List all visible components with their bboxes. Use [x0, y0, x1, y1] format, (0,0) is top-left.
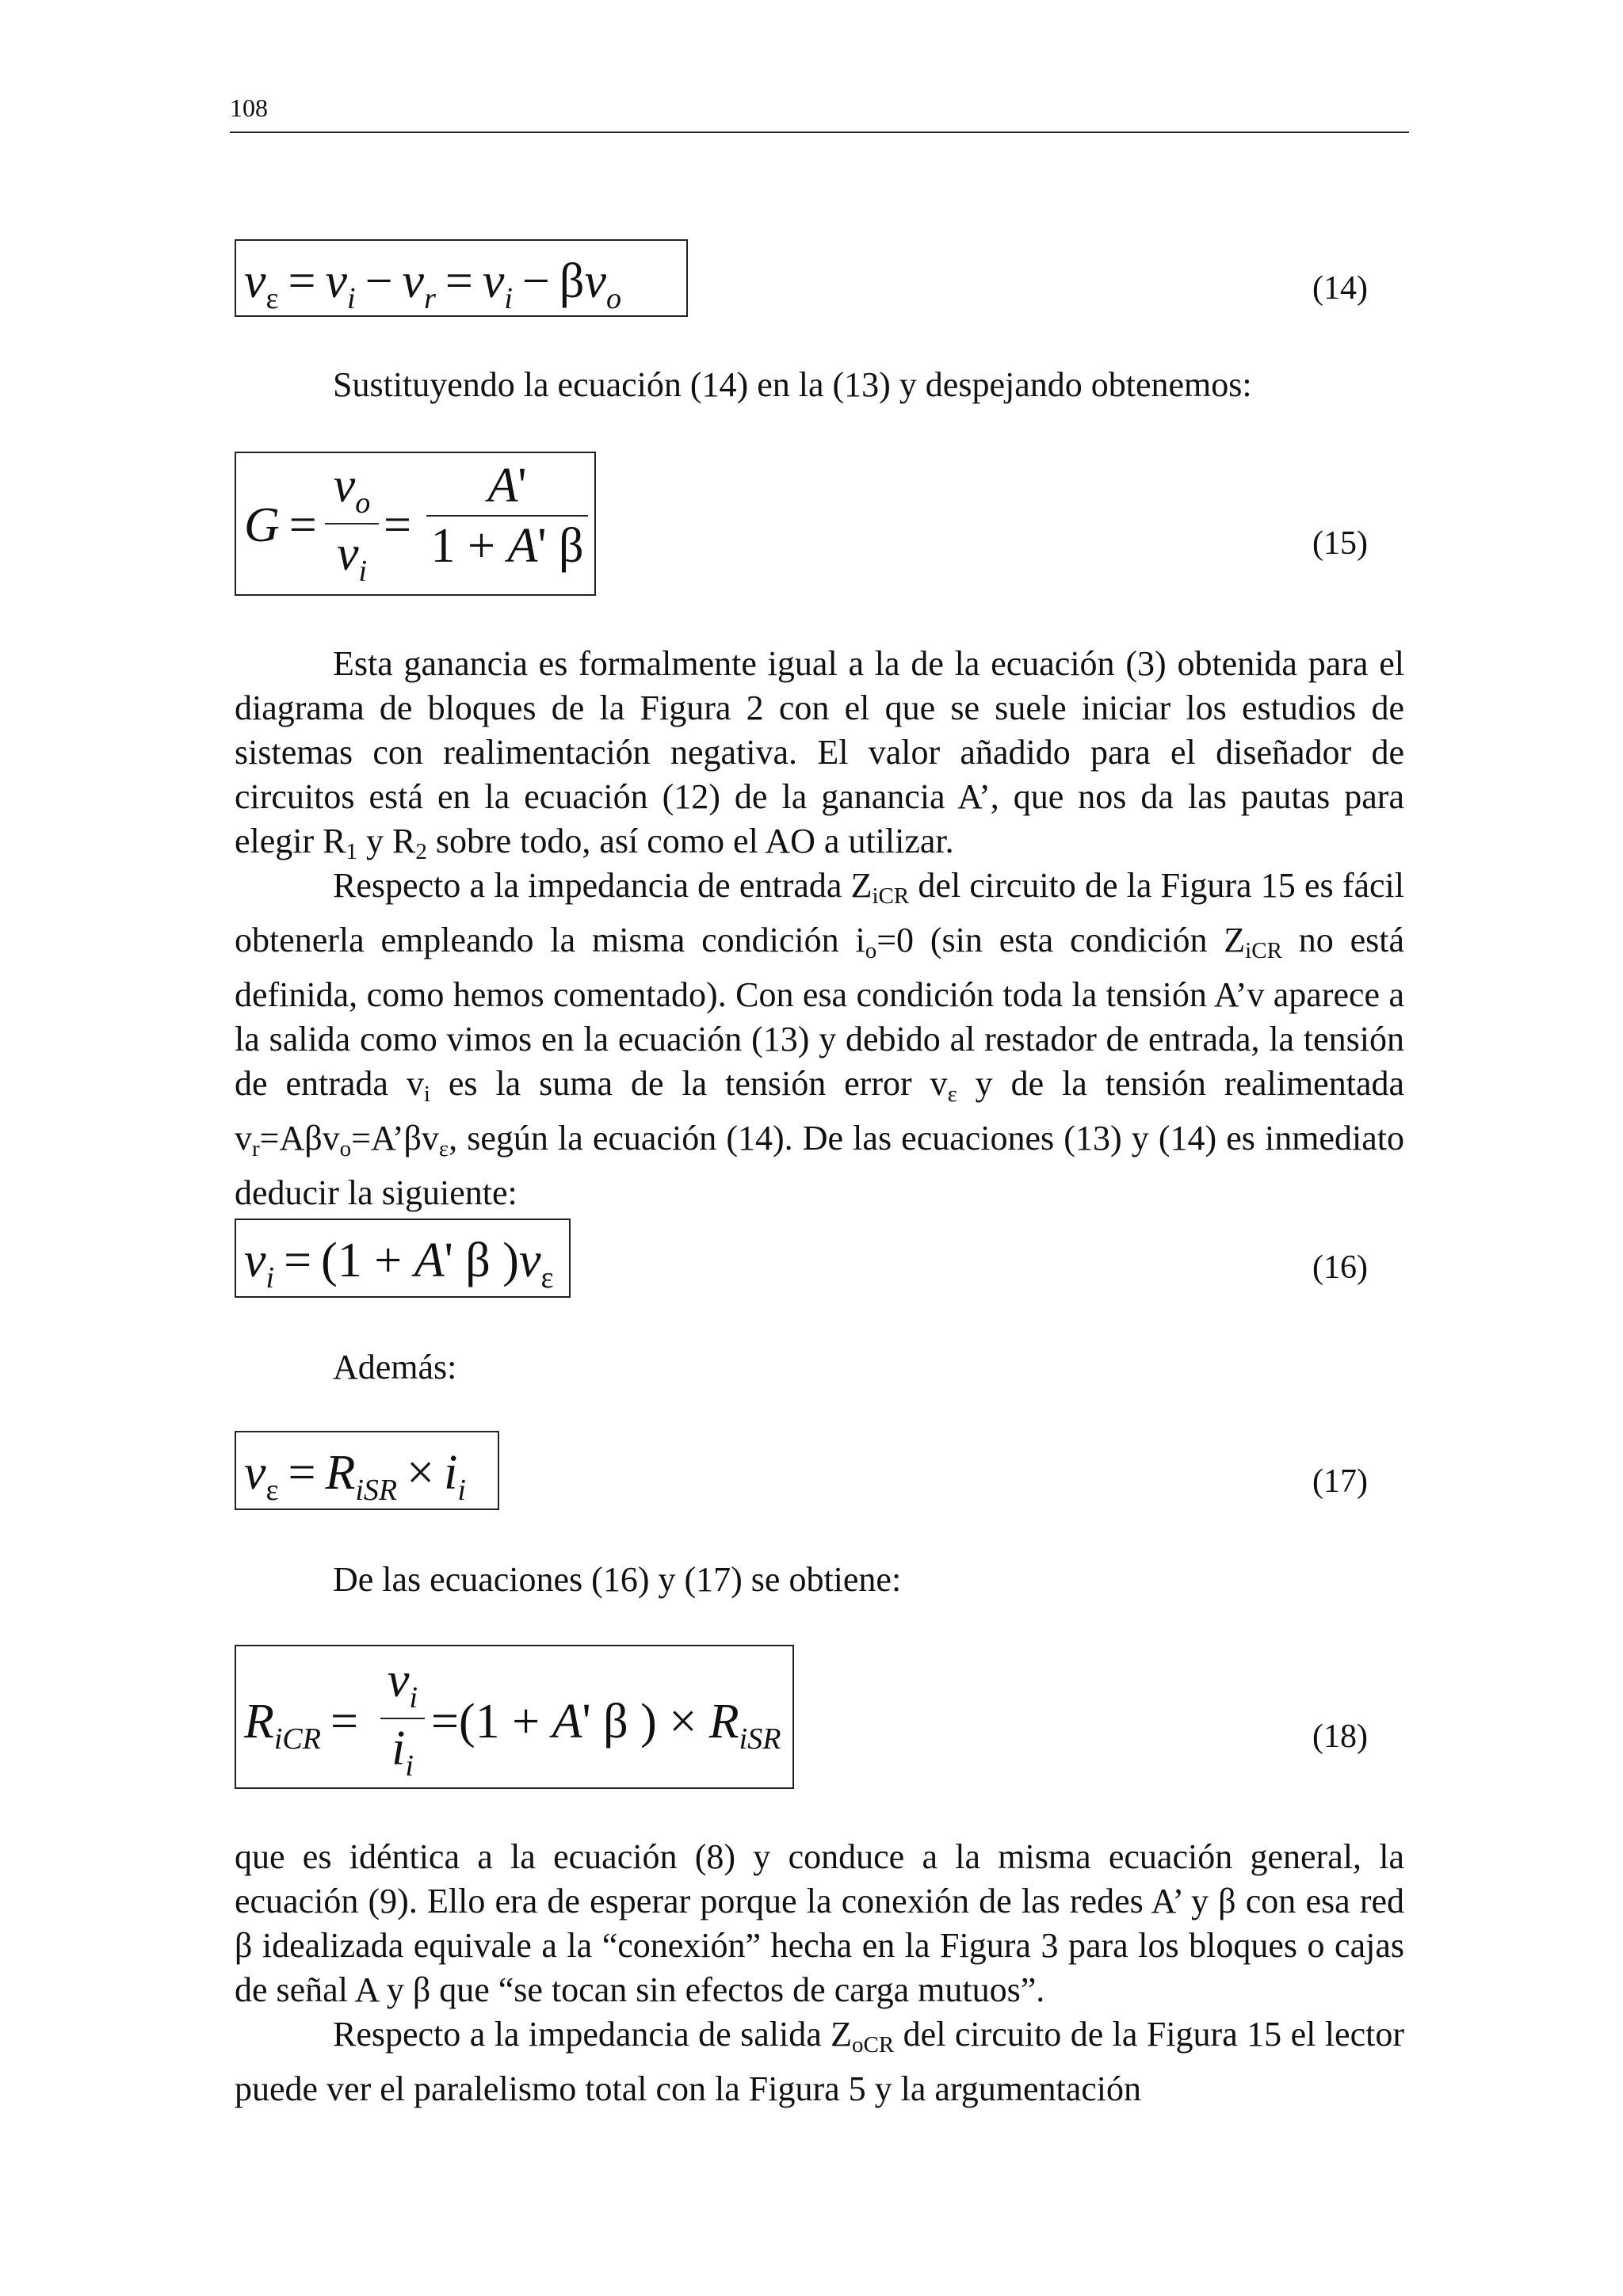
paragraph-ganancia: Esta ganancia es formalmente igual a la de la ecuación (3) obtenida para el diagrama de bloques de la Figura 2 con el que se suele iniciar los estudios de sistemas con realimentación negativa. El valor añadido para el diseñador de circuitos está en la ecuación (12) de la ganancia A’, que nos da las pautas para elegir R1 y R2 sobre todo, así como el AO a utilizar. [235, 644, 1404, 864]
page-number: 108 [230, 93, 268, 122]
paragraph-de-las: De las ecuaciones (16) y (17) se obtiene: [333, 1560, 902, 1599]
equation-15-box: G = $v_o$ $v_i$ = A' 1 + A' β [235, 452, 596, 596]
equation-18-lhs: $R_{iCR}$ = [244, 1695, 358, 1756]
equation-15: G = [244, 498, 317, 552]
header-rule [230, 132, 1409, 133]
equation-17: $v_\varepsilon = R_{iSR} \times i_i$ [244, 1446, 466, 1507]
equation-16-number: (16) [1312, 1249, 1368, 1286]
equation-18-number: (18) [1312, 1718, 1368, 1755]
equation-15-frac-2: A' 1 + A' β [426, 461, 588, 570]
equation-15-number: (15) [1312, 525, 1368, 562]
equation-18-rhs: =(1 + A' β ) × $R_{iSR}$ [431, 1695, 781, 1756]
equation-15-frac-1: $v_o$ $v_i$ [325, 461, 379, 586]
equation-17-number: (17) [1312, 1463, 1368, 1500]
equation-16-box [235, 1219, 571, 1298]
equation-14-number: (14) [1312, 270, 1368, 307]
equation-14: $v_\varepsilon = v_i - v_r = v_i - \beta v_o$ [244, 254, 621, 315]
equation-18-box [235, 1645, 794, 1789]
paragraph-ademas: Además: [333, 1348, 457, 1386]
paragraph-impedancia-salida: Respecto a la impedancia de salida ZoCR del circuito de la Figura 15 el lector puede ver el paralelismo total con la Figura 5 y la argumentación [235, 2015, 1404, 2108]
paragraph-identica: que es idéntica a la ecuación (8) y conduce a la misma ecuación general, la ecuación (9). Ello era de esperar porque la conexión de las redes A’ y β con esa red β idealizada equivale a la “conexión” hecha en la Figura 3 para los bloques o cajas de señal A y β que “se tocan sin efectos de carga mutuos”. [235, 1837, 1404, 2009]
equation-18-frac: $v_i$ $i_i$ [380, 1656, 425, 1781]
equation-17-box [235, 1431, 499, 1510]
paragraph-intro-14: Sustituyendo la ecuación (14) en la (13) y despejando obtenemos: [333, 365, 1252, 404]
paragraph-impedancia-entrada: Respecto a la impedancia de entrada ZiCR del circuito de la Figura 15 es fácil obtenerla empleando la misma condición io=0 (sin esta condición ZiCR no está definida, como hemos comentado). Con esa condición toda la tensión A’v aparece a la salida como vimos en la ecuación (13) y debido al restador de entrada, la tensión de entrada vi es la suma de la tensión error vε y de la tensión realimentada vr=Aβvo=A’βvε, según la ecuación (14). De las ecuaciones (13) y (14) es inmediato deducir la siguiente: [235, 866, 1404, 1212]
equation-16: $v_i = (1 + A'$ β )$v_\varepsilon$ [244, 1234, 554, 1295]
equation-14-box [235, 239, 688, 317]
